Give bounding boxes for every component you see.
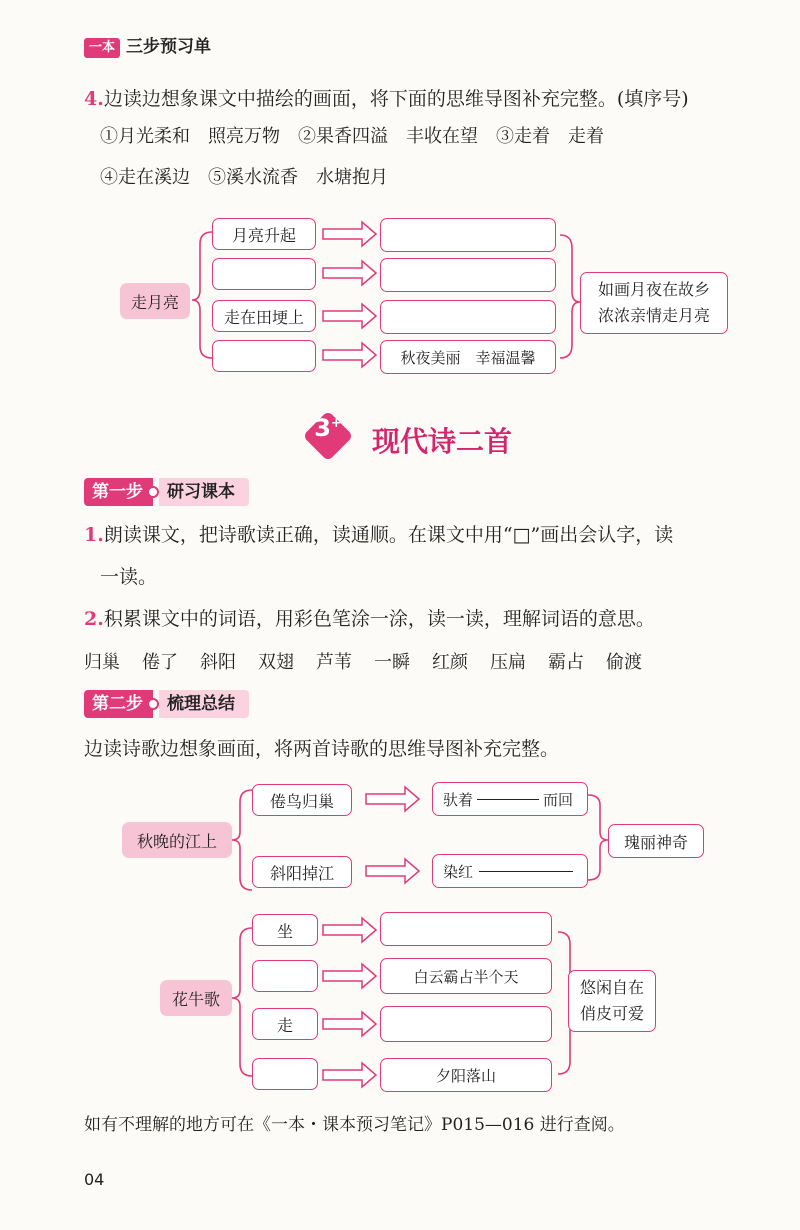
vocab-word: 偷渡: [606, 652, 642, 673]
map3-left-box: 走: [252, 1008, 318, 1040]
map2-right-box-fill[interactable]: 染红: [432, 854, 588, 888]
step-title: 研习课本: [159, 478, 249, 506]
map2-right-box-fill[interactable]: 驮着 而回: [432, 782, 588, 816]
map3-root: 花牛歌: [160, 980, 232, 1016]
question-2: [84, 606, 655, 632]
map3-summary-box: [568, 970, 656, 1032]
series-badge: 一本: [84, 38, 120, 58]
question-number: 4.: [84, 88, 104, 110]
map1-left-box: 走在田埂上: [212, 300, 316, 332]
map1-left-box-blank[interactable]: [212, 258, 316, 290]
vocab-word: 红颜: [432, 652, 468, 673]
arrow-icon: [323, 304, 376, 328]
map3-left-box: 坐: [252, 914, 318, 946]
map1-right-box-blank[interactable]: [380, 300, 556, 334]
instruction: 边读诗歌边想象画面，将两首诗歌的思维导图补充完整。: [84, 738, 560, 760]
map3-right-box: 夕阳落山: [380, 1058, 552, 1092]
summary-line: 悠闲自在: [579, 978, 644, 997]
question-number: 1.: [84, 524, 104, 546]
question-text: 边读边想象课文中描绘的画面，将下面的思维导图补充完整。(填序号): [103, 88, 689, 110]
vocab-word: 压扁: [490, 652, 526, 673]
map2-left-box: 倦鸟归巢: [252, 784, 352, 816]
summary-line: 如画月夜在故乡: [597, 280, 710, 299]
reference-note: 如有不理解的地方可在《一本・课本预习笔记》P015—016 进行查阅。: [84, 1115, 625, 1135]
map1-root: 走月亮: [120, 283, 190, 319]
arrow-icon: [323, 261, 376, 285]
map2-summary-box: 瑰丽神奇: [608, 824, 704, 858]
question-1: [84, 522, 673, 548]
map1-left-box-blank[interactable]: [212, 340, 316, 372]
chapter-title: 现代诗二首: [372, 425, 513, 458]
map3-left-box-blank[interactable]: [252, 960, 318, 992]
map1-left-box: 月亮升起: [212, 218, 316, 250]
answer-blank[interactable]: [477, 799, 539, 800]
question-text: 朗读课文，把诗歌读正确，读通顺。在课文中用“□”画出会认字，读: [103, 524, 674, 546]
step-2-header: [84, 690, 249, 718]
options-line-1: ①月光柔和 照亮万物 ②果香四溢 丰收在望 ③走着 走着: [100, 126, 604, 147]
vocabulary-list: [84, 648, 642, 674]
arrow-icon: [323, 343, 376, 367]
question-1-line2: 一读。: [100, 566, 158, 588]
answer-blank[interactable]: [479, 871, 573, 872]
map3-right-box-blank[interactable]: [380, 1006, 552, 1042]
step-label: 第二步: [84, 690, 153, 718]
arrow-icon: [366, 787, 419, 811]
page-number: 04: [84, 1170, 105, 1189]
vocab-word: 双翅: [258, 652, 294, 673]
header-title: 三步预习单: [126, 37, 211, 57]
chapter-number: 3+: [314, 414, 342, 442]
step-title: 梳理总结: [159, 690, 249, 718]
arrow-icon: [323, 964, 376, 988]
map3-right-box-blank[interactable]: [380, 912, 552, 946]
step-1-header: [84, 478, 249, 506]
question-text: 积累课文中的词语，用彩色笔涂一涂，读一读，理解词语的意思。: [103, 608, 655, 630]
vocab-word: 倦了: [142, 652, 178, 673]
step-label: 第一步: [84, 478, 153, 506]
map1-summary-box: [580, 272, 728, 334]
question-number: 2.: [84, 608, 104, 630]
summary-line: 浓浓亲情走月亮: [597, 306, 710, 325]
arrow-icon: [366, 859, 419, 883]
vocab-word: 斜阳: [200, 652, 236, 673]
vocab-word: 芦苇: [316, 652, 352, 673]
vocab-word: 霸占: [548, 652, 584, 673]
map1-right-box: 秋夜美丽 幸福温馨: [380, 340, 556, 374]
map2-left-box: 斜阳掉江: [252, 856, 352, 888]
arrow-icon: [323, 1012, 376, 1036]
arrow-icon: [323, 222, 376, 246]
arrow-icon: [323, 918, 376, 942]
map2-root: 秋晚的江上: [122, 822, 232, 858]
map3-left-box-blank[interactable]: [252, 1058, 318, 1090]
vocab-word: 归巢: [84, 652, 120, 673]
dot-icon: [147, 486, 159, 498]
map1-right-box-blank[interactable]: [380, 258, 556, 292]
map1-right-box-blank[interactable]: [380, 218, 556, 252]
dot-icon: [147, 698, 159, 710]
vocab-word: 一瞬: [374, 652, 410, 673]
arrow-icon: [323, 1063, 376, 1087]
summary-line: 俏皮可爱: [579, 1004, 644, 1023]
map3-right-box: 白云霸占半个天: [380, 958, 552, 994]
options-line-2: ④走在溪边 ⑤溪水流香 水塘抱月: [100, 167, 388, 188]
